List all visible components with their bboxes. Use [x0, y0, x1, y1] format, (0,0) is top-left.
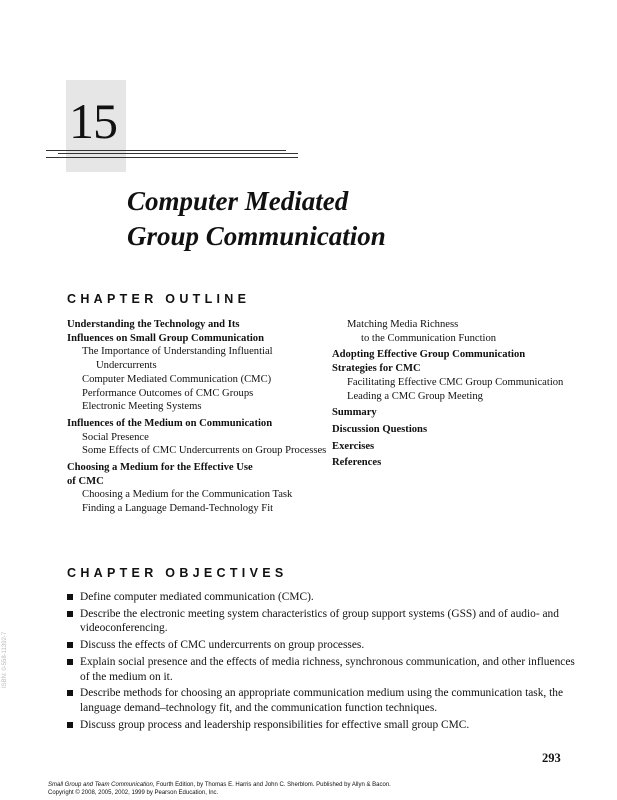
chapter-objectives-heading: CHAPTER OBJECTIVES: [67, 566, 288, 580]
footer-book-title: Small Group and Team Communication: [48, 782, 153, 788]
chapter-title-line: Group Communication: [127, 221, 386, 251]
chapter-title-line: Computer Mediated: [127, 186, 349, 216]
objective-text: Explain social presence and the effects of media richness, synchronous communication, and other influences of the medium on it.: [80, 655, 575, 683]
outline-section-heading: Strategies for CMC: [332, 363, 421, 375]
isbn-watermark: ISBN: 0-558-11392-7: [2, 631, 8, 688]
objective-item: [67, 718, 577, 733]
outline-section-heading: Exercises: [332, 440, 375, 452]
outline-subsection-item: Some Effects of CMC Undercurrents on Group Processes: [82, 445, 327, 457]
objective-text: Discuss the effects of CMC undercurrents on group processes.: [80, 639, 365, 652]
objective-item: [67, 607, 577, 636]
outline-subsection-item: Electronic Meeting Systems: [82, 401, 202, 413]
objective-text: Describe methods for choosing an appropriate communication medium using the communication task, the language demand–technology fit, and the communication function techniques.: [80, 687, 564, 714]
footer-copyright: Copyright © 2008, 2005, 2002, 1999 by Pearson Education, Inc.: [48, 789, 219, 796]
objective-item: [67, 686, 577, 715]
chapter-number: 15: [69, 93, 117, 149]
page-number: 293: [542, 751, 561, 765]
outline-section-heading: of CMC: [67, 475, 104, 487]
objective-item: [67, 655, 577, 684]
chapter-outline-left-column: [67, 318, 327, 516]
footer-citation-line: [48, 782, 391, 790]
footer-citation: [48, 782, 391, 797]
outline-section-heading: Discussion Questions: [332, 423, 428, 435]
outline-subsection-item: Matching Media Richness: [347, 319, 459, 330]
outline-section-heading: Influences on Small Group Communication: [67, 332, 264, 344]
outline-subsection-item: to the Communication Function: [361, 332, 497, 344]
outline-section-heading: Choosing a Medium for the Effective Use: [67, 462, 253, 474]
square-bullet-icon: [67, 690, 73, 696]
outline-section-heading: Summary: [332, 407, 377, 419]
objective-text: Describe the electronic meeting system characteristics of group support systems (GSS) and of audio- and videoconferencing.: [80, 607, 559, 635]
square-bullet-icon: [67, 642, 73, 648]
decorative-rule: [46, 157, 298, 158]
footer-citation-text: , Fourth Edition, by Thomas E. Harris and John C. Sherblom. Published by Allyn & Bacon.: [152, 782, 391, 788]
outline-subsection-item: Finding a Language Demand-Technology Fit: [82, 503, 274, 515]
objective-item: [67, 590, 577, 605]
square-bullet-icon: [67, 659, 73, 665]
outline-subsection-item: Choosing a Medium for the Communication Task: [82, 489, 293, 501]
objectives-list: [67, 590, 577, 734]
outline-subsection-item: Leading a CMC Group Meeting: [347, 390, 483, 402]
outline-section-heading: References: [332, 457, 382, 469]
objective-text: Discuss group process and leadership responsibilities for effective small group CMC.: [80, 718, 470, 731]
square-bullet-icon: [67, 722, 73, 728]
chapter-title: [127, 184, 386, 254]
outline-section-heading: Adopting Effective Group Communication: [332, 349, 526, 361]
outline-section-heading: Influences of the Medium on Communication: [67, 417, 273, 429]
objective-item: [67, 638, 577, 653]
objective-text: Define computer mediated communication (CMC).: [80, 591, 314, 603]
square-bullet-icon: [67, 611, 73, 617]
outline-subsection-item: Facilitating Effective CMC Group Communication: [347, 376, 564, 388]
outline-subsection-item: Social Presence: [82, 431, 149, 443]
square-bullet-icon: [67, 594, 73, 600]
outline-subsection-item: The Importance of Understanding Influential Undercurrents: [82, 346, 273, 372]
decorative-rule: [46, 150, 286, 151]
outline-section-heading: Understanding the Technology and Its: [67, 319, 240, 330]
outline-subsection-item: Computer Mediated Communication (CMC): [82, 373, 272, 385]
outline-subsection-item: Performance Outcomes of CMC Groups: [82, 387, 254, 399]
chapter-outline-right-column: [332, 318, 592, 470]
decorative-rule: [58, 153, 298, 154]
chapter-outline-heading: CHAPTER OUTLINE: [67, 292, 251, 306]
